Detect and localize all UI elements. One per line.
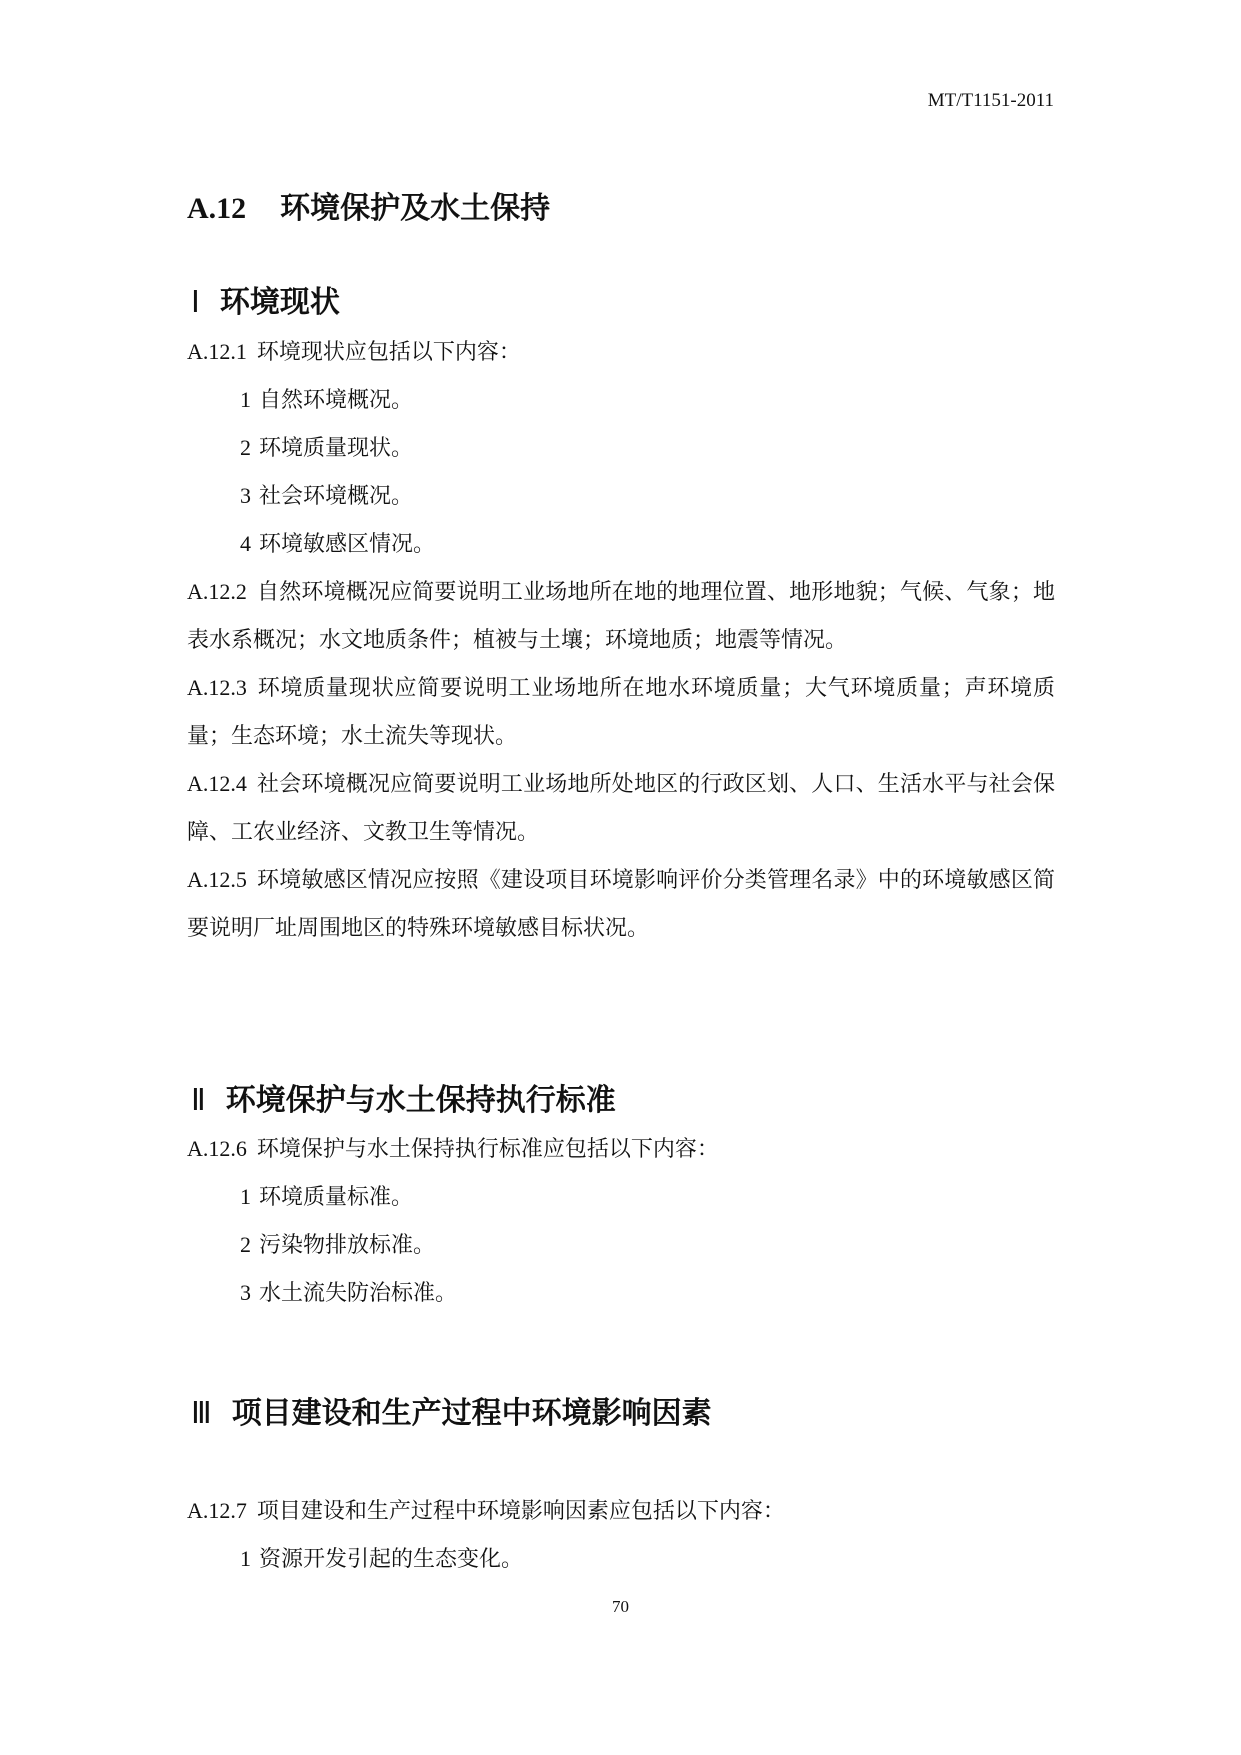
item-number: 3 <box>240 483 251 508</box>
item-number: 1 <box>240 1184 251 1209</box>
item-number: 1 <box>240 1546 251 1571</box>
list-item <box>240 1173 413 1222</box>
item-number: 2 <box>240 435 251 460</box>
clause-text: 社会环境概况应简要说明工业场地所处地区的行政区划、人口、生活水平与社会保障、工农业经济、文教卫生等情况。 <box>187 772 1055 845</box>
section-title: 环境保护及水土保持 <box>280 191 551 226</box>
part-heading-1 <box>191 277 340 321</box>
list-item <box>240 424 413 473</box>
item-number: 4 <box>240 531 251 556</box>
item-text: 环境敏感区情况。 <box>259 532 436 557</box>
item-text: 水土流失防治标准。 <box>259 1281 458 1306</box>
clause-a-12-2 <box>187 568 1055 665</box>
clause-a-12-5 <box>187 856 1055 953</box>
clause-a-12-3 <box>187 664 1055 761</box>
clause-text: 项目建设和生产过程中环境影响因素应包括以下内容： <box>256 1499 785 1524</box>
clause-a-12-1 <box>187 328 1055 377</box>
item-number: 3 <box>240 1280 251 1305</box>
item-text: 社会环境概况。 <box>259 484 414 509</box>
part-heading-2 <box>191 1075 616 1119</box>
item-text: 自然环境概况。 <box>259 388 414 413</box>
clause-number: A.12.2 <box>187 579 247 604</box>
clause-text: 环境质量现状应简要说明工业场地所在地水环境质量；大气环境质量；声环境质量；生态环境；水土流失等现状。 <box>187 676 1055 749</box>
clause-number: A.12.3 <box>187 675 247 700</box>
list-item <box>240 1269 457 1318</box>
list-item <box>240 376 413 425</box>
clause-a-12-4 <box>187 760 1055 857</box>
part-roman: Ⅲ <box>191 1397 212 1430</box>
list-item <box>240 1221 435 1270</box>
item-text: 环境质量标准。 <box>259 1185 414 1210</box>
clause-text: 环境保护与水土保持执行标准应包括以下内容： <box>256 1137 719 1162</box>
page-number: 70 <box>612 1597 629 1616</box>
item-text: 污染物排放标准。 <box>259 1233 436 1258</box>
clause-number: A.12.7 <box>187 1498 247 1523</box>
document-code: MT/T1151-2011 <box>927 90 1054 111</box>
clause-text: 环境敏感区情况应按照《建设项目环境影响评价分类管理名录》中的环境敏感区简要说明厂址周围地区的特殊环境敏感目标状况。 <box>187 868 1055 941</box>
item-number: 1 <box>240 387 251 412</box>
part-heading-3 <box>191 1388 712 1432</box>
clause-number: A.12.5 <box>187 867 247 892</box>
clause-text: 自然环境概况应简要说明工业场地所在地的地理位置、地形地貌；气候、气象；地表水系概况；水文地质条件；植被与土壤；环境地质；地震等情况。 <box>187 580 1055 653</box>
item-number: 2 <box>240 1232 251 1257</box>
item-text: 资源开发引起的生态变化。 <box>259 1547 524 1572</box>
clause-number: A.12.4 <box>187 771 247 796</box>
clause-a-12-6 <box>187 1125 1055 1174</box>
clause-number: A.12.6 <box>187 1136 247 1161</box>
list-item <box>240 472 413 521</box>
section-number: A.12 <box>187 192 247 225</box>
list-item <box>240 520 435 569</box>
part-title: 环境现状 <box>219 285 340 320</box>
clause-text: 环境现状应包括以下内容： <box>256 340 521 365</box>
section-heading <box>187 183 550 227</box>
part-roman: Ⅱ <box>191 1084 206 1117</box>
clause-number: A.12.1 <box>187 339 247 364</box>
part-roman: Ⅰ <box>191 286 200 319</box>
clause-a-12-7 <box>187 1487 1055 1536</box>
part-title: 环境保护与水土保持执行标准 <box>225 1083 616 1118</box>
list-item <box>240 1535 523 1584</box>
item-text: 环境质量现状。 <box>259 436 414 461</box>
part-title: 项目建设和生产过程中环境影响因素 <box>231 1396 712 1431</box>
